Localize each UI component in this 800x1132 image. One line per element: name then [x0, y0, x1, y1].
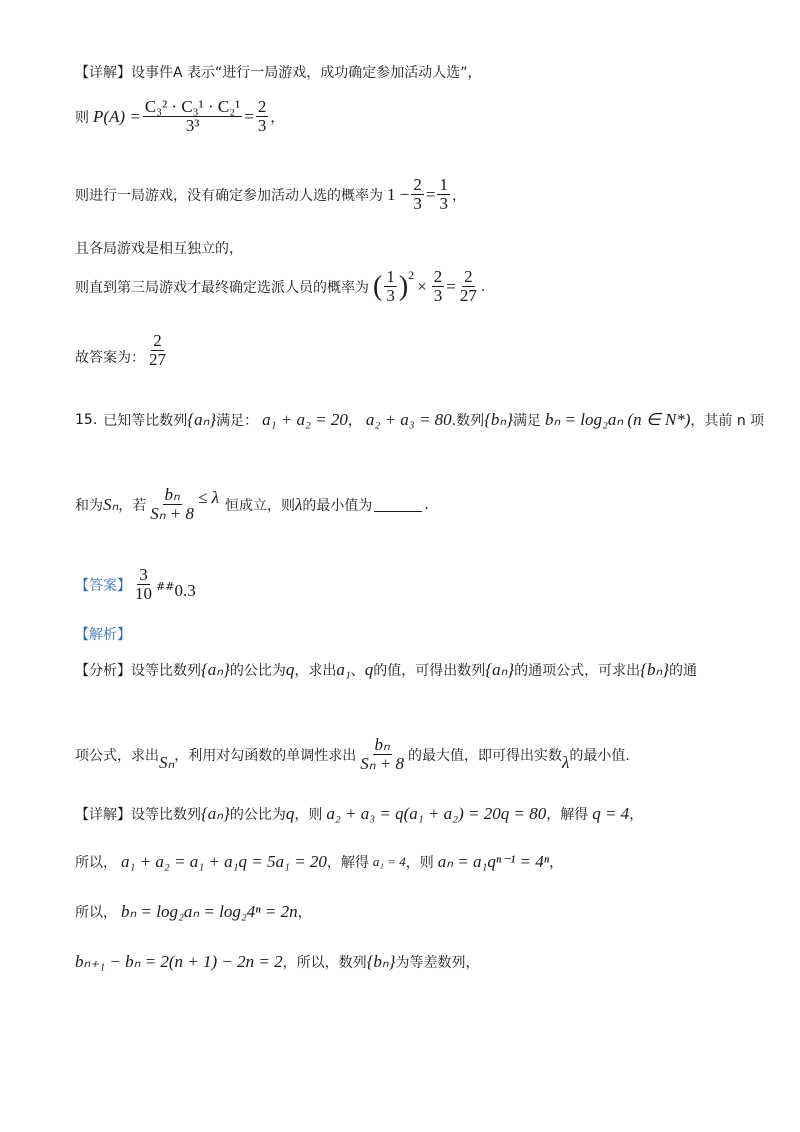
numerator: 2	[413, 175, 422, 194]
answer-section	[75, 566, 196, 603]
numerator: 2	[433, 267, 443, 286]
fraction	[148, 486, 196, 523]
text: ，利用对勾函数的单调性求出	[174, 747, 357, 764]
fraction	[133, 566, 154, 603]
text: ，解得	[326, 855, 369, 871]
text: 恒成立，则	[224, 497, 295, 514]
math-expr: =	[244, 106, 254, 126]
math-expr: bₙ = log₂aₙ (n ∈ N*)	[545, 410, 691, 429]
text: ，	[629, 807, 644, 823]
numerator: bₙ	[164, 485, 180, 504]
analysis-sub-label: 【分析】	[75, 663, 131, 679]
math-expr: {bₙ}	[484, 410, 513, 429]
text: 设等比数列	[131, 807, 201, 823]
math-expr: {bₙ}	[640, 660, 670, 679]
text: 的公比为	[229, 807, 286, 823]
analysis-label: 【解析】	[75, 627, 131, 643]
text: 和为	[75, 497, 103, 514]
math-expr: =	[446, 276, 456, 296]
text: .	[480, 278, 486, 295]
detail-line-q15-1	[75, 804, 643, 824]
paren-close: )	[398, 270, 409, 302]
fraction	[384, 268, 397, 305]
answer-label: 【答案】	[75, 577, 131, 594]
denominator: 3	[433, 286, 443, 305]
paren-open: (	[373, 270, 383, 302]
text: ，则	[405, 855, 434, 871]
text: 为等差数列，	[395, 955, 480, 971]
math-expr: {aₙ}	[201, 804, 230, 823]
text: 所以，	[75, 905, 117, 921]
denominator: 27	[149, 350, 166, 369]
text: 已知等比数列	[103, 413, 188, 429]
numerator: 3	[139, 565, 148, 584]
numerator: 2	[464, 267, 473, 286]
alt-answer: 0.3	[174, 581, 196, 600]
text: .数列	[451, 413, 485, 429]
numerator: 1	[439, 175, 448, 194]
math-expr: a₂ + a₃ = q(a₁ + a₂) = 20q = 80	[326, 804, 547, 823]
numerator: 1	[386, 267, 395, 286]
math-expr: bₙ₊₁ − bₙ = 2(n + 1) − 2n = 2	[75, 952, 283, 971]
math-expr: q	[285, 804, 295, 823]
fraction	[432, 268, 445, 305]
math-expr: 1 −	[387, 184, 410, 204]
math-expr: {aₙ}	[187, 410, 217, 429]
math-expr: a₁ = 4	[372, 854, 406, 869]
text: 则直到第三局游戏才最终确定选派人员的概率为	[75, 279, 369, 296]
denominator: 3³	[185, 116, 200, 135]
math-expr: bₙ = log₂aₙ = log₂4ⁿ = 2n	[121, 902, 298, 921]
detail-line-q15-3	[75, 902, 312, 922]
text: ，解得	[546, 807, 589, 823]
separator: ##	[156, 580, 175, 593]
detail-label: 【详解】	[75, 65, 131, 81]
math-expr: {aₙ}	[485, 660, 515, 679]
detail-line-1	[75, 62, 482, 82]
text: 则	[75, 109, 89, 126]
text: ，求出	[294, 663, 337, 679]
text: ，	[297, 905, 312, 921]
text: ，则	[294, 807, 323, 823]
exponent: 2	[408, 268, 415, 282]
text: 的最小值为	[302, 497, 373, 514]
denominator: 3	[257, 116, 267, 135]
detail-line-q15-4	[75, 952, 480, 972]
text: 的最大值，即可得出实数	[408, 747, 563, 764]
complement-line	[75, 176, 466, 213]
text: 故答案为：	[75, 350, 145, 366]
math-expr: λ	[562, 753, 570, 772]
numerator: 2	[257, 97, 267, 116]
math-expr: λ	[294, 494, 303, 514]
math-expr: ×	[417, 276, 427, 296]
denominator: Sₙ + 8	[360, 754, 405, 773]
fraction	[358, 736, 406, 773]
math-expr: {aₙ}	[201, 660, 230, 679]
fraction	[411, 176, 424, 213]
fraction	[437, 176, 450, 213]
denominator: 3	[439, 194, 448, 213]
denominator: Sₙ + 8	[150, 504, 195, 523]
math-expr: q = 4	[592, 804, 630, 823]
numerator: C₃² · C₃¹ · C₂¹	[144, 97, 241, 116]
numerator: bₙ	[374, 735, 390, 754]
denominator: 3	[386, 286, 395, 305]
text: ，	[451, 187, 466, 204]
math-expr: aₙ = a₁qⁿ⁻¹ = 4ⁿ	[437, 852, 550, 871]
math-expr: P(A) =	[93, 106, 141, 126]
text: 满足	[513, 413, 541, 429]
fraction	[256, 98, 269, 135]
math-expr: a₂ + a₃ = 80	[365, 410, 452, 429]
third-round-line	[75, 268, 485, 305]
text: 设等比数列	[131, 663, 201, 679]
question-15-line-2	[75, 486, 429, 523]
detail-label: 【详解】	[75, 807, 131, 823]
text: ，所以，数列	[282, 955, 367, 971]
text: 满足：	[216, 413, 259, 429]
denominator: 3	[413, 194, 422, 213]
denominator: 10	[135, 584, 152, 603]
text: 则进行一局游戏，没有确定参加活动人选的概率为	[75, 187, 383, 204]
text: 、	[350, 663, 365, 679]
fraction	[147, 332, 168, 369]
math-expr: a₁ + a₂ = 20	[262, 410, 348, 429]
analysis-line-1	[75, 660, 697, 680]
text: ，其前 n 项	[690, 413, 765, 429]
math-expr: Sₙ	[103, 494, 119, 514]
math-expr: Sₙ	[159, 753, 175, 772]
numerator: 2	[153, 331, 162, 350]
text: 项公式，求出	[75, 747, 159, 764]
math-expr: {bₙ}	[366, 952, 396, 971]
answer-blank	[374, 497, 422, 512]
math-expr: a₁	[336, 660, 351, 679]
question-15-line-1	[75, 410, 764, 430]
denominator: 27	[459, 286, 477, 305]
text: 的公比为	[229, 663, 286, 679]
text: 的值，可得出数列	[373, 663, 486, 679]
probability-formula-line	[75, 98, 284, 135]
text: 所以，	[75, 855, 117, 871]
math-expr: q	[364, 660, 374, 679]
question-number: 15.	[75, 412, 98, 428]
text: 的通	[669, 663, 698, 679]
math-expr: =	[425, 184, 436, 204]
fraction	[458, 268, 479, 305]
answer-line	[75, 332, 170, 369]
text: 的通项公式，可求出	[514, 663, 641, 679]
text: 设事件A 表示“进行一局游戏，成功确定参加活动人选”，	[131, 65, 482, 81]
text: ，若	[118, 497, 147, 514]
math-expr: q	[285, 660, 295, 679]
text: ，	[549, 855, 564, 871]
math-expr: a₁ + a₂ = a₁ + a₁q = 5a₁ = 20	[121, 852, 327, 871]
analysis-section	[75, 624, 131, 644]
text: 且各局游戏是相互独立的，	[75, 241, 243, 257]
detail-line-q15-2	[75, 852, 563, 872]
text: 的最小值.	[569, 747, 630, 764]
text: ，	[270, 109, 285, 126]
fraction	[143, 98, 242, 135]
independence-line	[75, 238, 243, 258]
text: ，	[347, 413, 362, 429]
text: .	[424, 496, 429, 513]
math-expr: ≤ λ	[198, 488, 219, 507]
analysis-line-2	[75, 736, 630, 773]
